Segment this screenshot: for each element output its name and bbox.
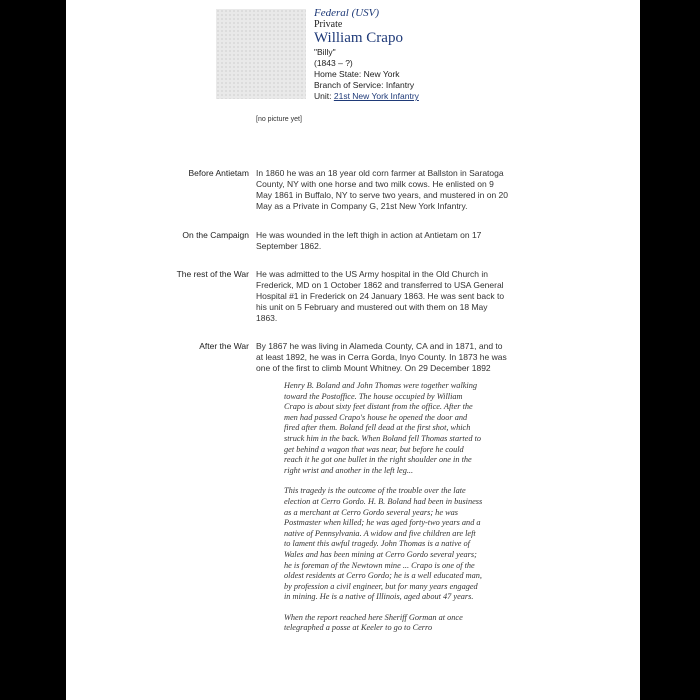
section-label: After the War <box>199 341 249 351</box>
quote-paragraph: This tragedy is the outcome of the trouble over the late election at Cerro Gordo. H. B. Boland had been in business as a merchant at Cerro Gordo several years; he was Postmaster when killed; he was aged forty-two years and a native of Pennsylvania. A widow and five children are left to lament this awful tragedy. John Thomas is a native of Wales and has been mining at Cerro Gordo several years; he is foreman of the Newtown mine ... Crapo is one of the oldest residents at Cerro Gordo; he is a well educated man, by profession a civil engineer, but for many years engaged in mining. He is a native of Illinois, aged about 47 years. <box>284 486 483 602</box>
section-label: Before Antietam <box>188 168 249 178</box>
section-text: He was admitted to the US Army hospital in the Old Church in Frederick, MD on 1 October 1862 and transferred to USA General Hospital #1 in Frederick on 24 January 1863. He was sent back to his unit on 5 February and mustered out with them on 18 May 1863. <box>256 269 505 323</box>
photo-caption: [no picture yet] <box>256 116 302 123</box>
portrait-placeholder <box>216 9 306 99</box>
section-text: He was wounded in the left thigh in action at Antietam on 17 September 1862. <box>256 230 482 251</box>
unit-link[interactable]: 21st New York Infantry <box>333 91 419 101</box>
profile-header <box>314 8 419 102</box>
document-page <box>66 0 640 700</box>
quote-paragraph: When the report reached here Sheriff Gorman at once telegraphed a posse at Keeler to go to Cerro <box>284 612 463 633</box>
life-years: (1843 – ?) <box>314 58 353 68</box>
home-state: Home State: New York <box>314 69 400 79</box>
branch-of-service: Branch of Service: Infantry <box>314 80 415 90</box>
soldier-name: William Crapo <box>314 30 403 46</box>
newspaper-quote <box>284 381 484 644</box>
section-text: In 1860 he was an 18 year old corn farmer at Ballston in Saratoga County, NY with one horse and two milk cows. He enlisted on 9 May 1861 in Buffalo, NY to serve two years, and mustered in on 20 May as a Private in Company G, 21st New York Infantry. <box>256 168 508 211</box>
quote-paragraph: Henry B. Boland and John Thomas were together walking toward the Postoffice. The house occupied by William Crapo is about sixty feet distant from the office. After the men had passed Crapo's house he opened the door and fired after them. Boland fell dead at the first shot, which struck him in the back. When Boland fell Thomas started to get behind a wagon that was near, but before he could reach it he got one bullet in the right shoulder one in the right wrist and another in the left leg... <box>284 381 482 475</box>
section-text: By 1867 he was living in Alameda County, CA and in 1871, and to at least 1892, he was in Cerra Gorda, Inyo County. In 1873 he was one of the first to climb Mount Whitney. On 29 December 1892 <box>256 341 507 373</box>
section-label: On the Campaign <box>182 230 249 240</box>
faction: Federal (USV) <box>314 7 380 19</box>
rank: Private <box>314 19 343 30</box>
section-label: The rest of the War <box>176 269 249 279</box>
nickname: "Billy" <box>314 47 336 57</box>
unit: Unit: 21st New York Infantry <box>314 91 419 101</box>
